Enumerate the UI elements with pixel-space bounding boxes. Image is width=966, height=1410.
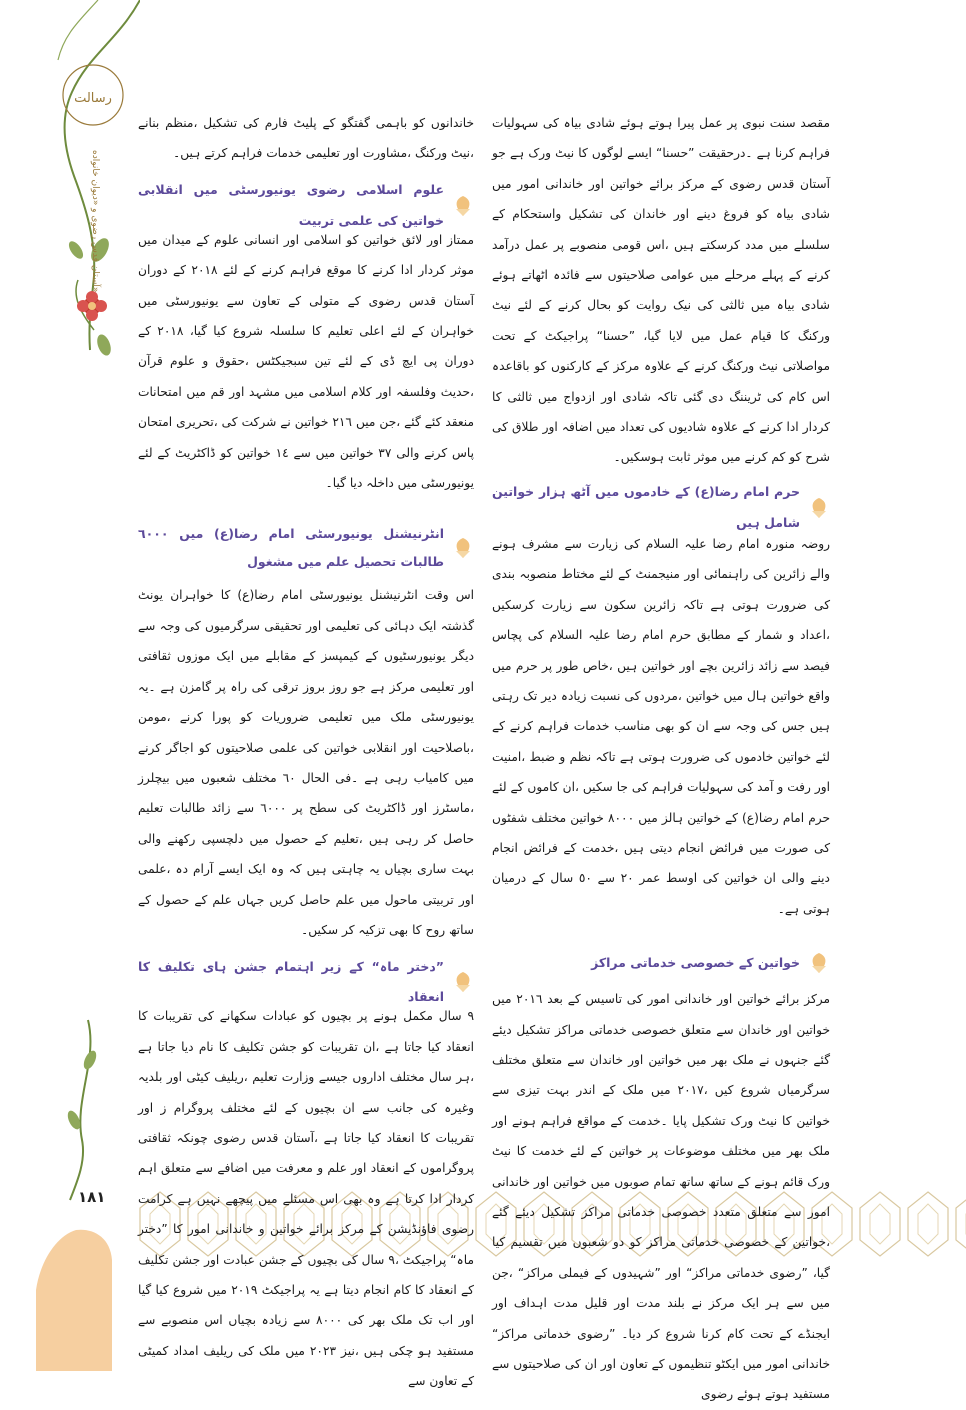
left-heading-2 [138, 520, 474, 576]
left-heading-2-text: انٹرنیشنل یونیورسٹی امام رضا(ع) میں ٦٠٠٠ طالبات تحصیل علم میں مشغول [138, 526, 444, 570]
logo-text: رسالت [74, 91, 112, 106]
left-para-1: خاندانوں کو باہمی گفتگو کے پلیٹ فارم کی تشکیل ،منظم بنانے ،نیٹ ورکنگ ،مشاورت اور تعلیمی خدمات فراہم کرتے ہیں۔ [138, 116, 474, 161]
decorative-vine [0, 0, 140, 1371]
left-heading-3 [138, 958, 474, 1005]
left-heading-1-text: علوم اسلامی رضوی یونیورسٹی میں انقلابی خواتین کی علمی تربیت [138, 182, 444, 228]
left-column [138, 108, 474, 1397]
right-heading-2-text: خواتین کے خصوصی خدماتی مراکز [591, 954, 800, 970]
heading-bullet-icon [808, 497, 830, 519]
right-heading-1 [492, 484, 830, 530]
heading-bullet-icon [452, 971, 474, 993]
logo [58, 60, 128, 130]
page-number: ١٨١ [78, 1188, 106, 1206]
right-para-2: روضہ منورہ امام رضا علیہ السلام کی زیارت سے مشرف ہونے والے زائرین کی راہنمائی اور منیجمنٹ کے لئے مختاط منصوبہ بندی کی ضرورت ہوتی ہے تاکہ زائرین سکون سے زیارت کرسکیں ،اعداد و شمار کے مطابق حرم امام رضا علیہ السلام کی پچاس فیصد سے زائد زائرین بچے اور خواتین ہیں ،خاص طور پر حرم میں واقع خواتین ہال میں خواتین ،مردوں کی نسبت زیادہ دیر تک رہتی ہیں جس کی وجہ سے ان کو بھی مناسب خدمات فراہم کرنے کے لئے خواتین خادموں کی ضرورت ہوتی ہے تاکہ نظم و ضبط ،امنیت اور رفت و آمد کی سہولیات فراہم کی جا سکیں ،ان کاموں کے لئے حرم امام رضا(ع) کے خواتین ہالز میں ٨٠٠٠ خواتین مختلف شفٹوں کی صورت میں فرائض انجام دیتی ہیں ،خدمت کے فرائض انجام دینے والی ان خواتین کی اوسط عمر ٢٠ سے ٥٠ سال کے درمیان ہوتی ہے۔ [492, 536, 831, 916]
left-para-2: ممتاز اور لائق خواتین کو اسلامی اور انسانی علوم کے میدان میں موثر کردار ادا کرنے کا موقع فراہم کرنے کے لئے ٢٠١٨ کے دوران آستان قدس رضوی کے متولی کے تعاون سے یونیورسٹی میں خواہران کے لئے اعلی تعلیم کا سلسلہ شروع کیا گیا، ٢٠١٨ کے دوران پی ایچ ڈی کے لئے تین سبجیکٹس ،حقوق و علوم قرآن ،حدیث وفلسفہ اور کلام اسلامی میں مشہد اور قم میں امتحانات منعقد کئے گئے ،جن میں ٢١٦ خواتین نے شرکت کی ،تحریری امتحان پاس کرنے والی ٣٧ خواتین میں سے ١٤ خواتین کو ڈاکٹریٹ کے لئے یونیورسٹی میں داخلہ دیا گیا۔ [138, 232, 474, 491]
heading-bullet-icon [452, 195, 474, 217]
left-para-3: اس وقت انٹرنیشنل یونیورسٹی امام رضا(ع) کا خواہران یونٹ گذشتہ ایک دہائی کی تعلیمی اور تحقیقی سرگرمیوں کی وجہ سے دیگر یونیورسٹیوں کے کیمپسز کے مقابلے میں ایک موزوں ثقافتی اور تعلیمی مرکز ہے جو روز بروز ترقی کی راہ پر گامزن ہے ۔یہ یونیورسٹی ملک میں تعلیمی ضروریات کو پورا کرنے ،مومن ،باصلاحیت اور انقلابی خواتین کی علمی صلاحیتوں کو اجاگر کرنے میں کامیاب رہی ہے ۔فی الحال ٦٠ مختلف شعبوں میں بیچلرز ،ماسٹرز اور ڈاکٹریٹ کی سطح پر ٦٠٠٠ سے زائد طالبات تعلیم حاصل کر رہی ہیں ،تعلیم کے حصول میں دلچسپی رکھنے والی بہت ساری بچیاں یہ چاہتی ہیں کہ وہ ایک ایسے آرام دہ ،علمی اور تربیتی ماحول میں علم حاصل کریں جہاں علم کے حصول کے ساتھ روح کا بھی تزکیہ کر سکیں۔ [138, 588, 474, 937]
left-heading-3-text: ”دختر ماہ“ کے زیر اہتمام جشن ہای تکلیف کا انعقاد [138, 958, 444, 1005]
side-running-title: آستان قدس رضوی و «دیوان خانواده» [90, 150, 100, 293]
left-para-4: ٩ سال مکمل ہونے پر بچیوں کو عبادات سکھانے کی تقریبات کا انعقاد کیا جاتا ہے ،ان تقریبات کو جشن تکلیف کا نام دیا جاتا ہے ،ہر سال مختلف اداروں جیسے وزارت تعلیم ،ریلیف کیٹی اور بلدیہ وغیرہ کی جانب سے ان بچیوں کے لئے مختلف پروگرام ز اور تقریبات کا انعقاد کیا جاتا ہے ،آستان قدس رضوی چونکہ ثقافتی پروگراموں کے انعقاد اور علم و معرفت میں اضافے سے متعلق اہم کردار ادا کرتا ہے وہ بھی اس مسئلے میں پیچھے نہیں ہے کرامت رضوی فاؤنڈیشن کے مرکز برائے خواتین و خاندانی امور کا ”دختر ماہ“ پراجیکٹ ،٩ سال کی بچیوں کے جشن عبادت اور جشن تکلیف کے انعقاد کا کام انجام دیتا ہے یہ پراجیکٹ ٢٠١٩ میں شروع کیا گیا اور اب تک ملک بھر کی ٨٠٠٠ سے زیادہ بچیاں اس منصوبے سے مستفید ہو چکی ہیں ،نیز ٢٠٢٣ میں ملک کی ریلیف امداد کمیٹی کے تعاون سے [138, 1009, 474, 1389]
right-column [492, 108, 830, 1410]
right-para-3: مرکز برائے خواتین اور خاندانی امور کی تاسیس کے بعد ٢٠١٦ میں خواتین اور خاندان سے متعلق خصوصی خدماتی مراکز تشکیل دیئے گئے جنہوں نے ملک بھر میں خواتین اور خاندان سے متعلق مختلف سرگرمیاں شروع کیں ،٢٠١٧ میں ملک کے اندر بہت تیزی سے خواتین کا نیٹ ورک تشکیل پایا ۔خدمت کے مواقع فراہم ہونے اور ملک بھر میں مختلف موضوعات پر خواتین کے لئے خدمت کا نیٹ ورک قائم ہونے کے ساتھ ساتھ تمام صوبوں میں خواتین اور خاندانی امور سے متعلق متعدد خصوصی خدماتی مراکز تشکیل دیئے گئے ،خواتین کے خصوصی خدماتی مراکز کو دو شعبوں میں تقسیم کیا گیا، ”رضوی خدماتی مراکز“ اور ”شہیدوں کے فیملی مراکز“ ،جن میں سے ہر ایک مرکز نے بلند مدت اور قلیل مدت اہداف اور ایجنڈے کے تحت کام کرنا شروع کر دیا۔ ”رضوی خدماتی مراکز“ خاندانی امور میں ایکٹو تنظیموں کے تعاون اور ان کی صلاحیتوں سے مستفید ہوتے ہوئے رضوی [491, 992, 831, 1402]
heading-bullet-icon [808, 952, 830, 974]
left-heading-1 [138, 182, 474, 228]
right-heading-2 [492, 948, 830, 978]
right-para-1: مقصد سنت نبوی پر عمل پیرا ہوتے ہوئے شادی بیاہ کی سہولیات فراہم کرنا ہے ۔درحقیقت ”حسنا“ ایسے لوگوں کا نیٹ ورک ہے جو آستان قدس رضوی کے مرکز برائے خواتین اور خاندانی امور میں شادی بیاہ کو فروغ دینے اور خاندان کی تشکیل واستحکام کے سلسلے میں مدد کرسکتے ہیں ،اس قومی منصوبے پر عمل درآمد کرنے کے پہلے مرحلے میں عوامی صلاحیتوں سے فائدہ اٹھاتے ہوئے شادی بیاہ میں ثالثی کی نیک روایت کو بحال کرنے کے لئے نیٹ ورکنگ کا قیام عمل میں لایا گیا، ”حسنا“ پراجیکٹ کے تحت مواصلاتی نیٹ ورکنگ کرنے کے علاوہ مرکز کے کارکنوں کو باقاعدہ اس کام کی ٹریننگ دی گئی تاکہ شادی اور ازدواج میں ثالثی کا کردار ادا کرنے کے علاوہ شادیوں کی تعداد میں اضافہ اور طلاق کی شرح کو کم کرنے میں موثر ثابت ہوسکیں۔ [492, 116, 830, 465]
heading-bullet-icon [452, 537, 474, 559]
right-heading-1-text: حرم امام رضا(ع) کے خادموں میں آٹھ ہزار خواتین شامل ہیں [492, 484, 800, 530]
